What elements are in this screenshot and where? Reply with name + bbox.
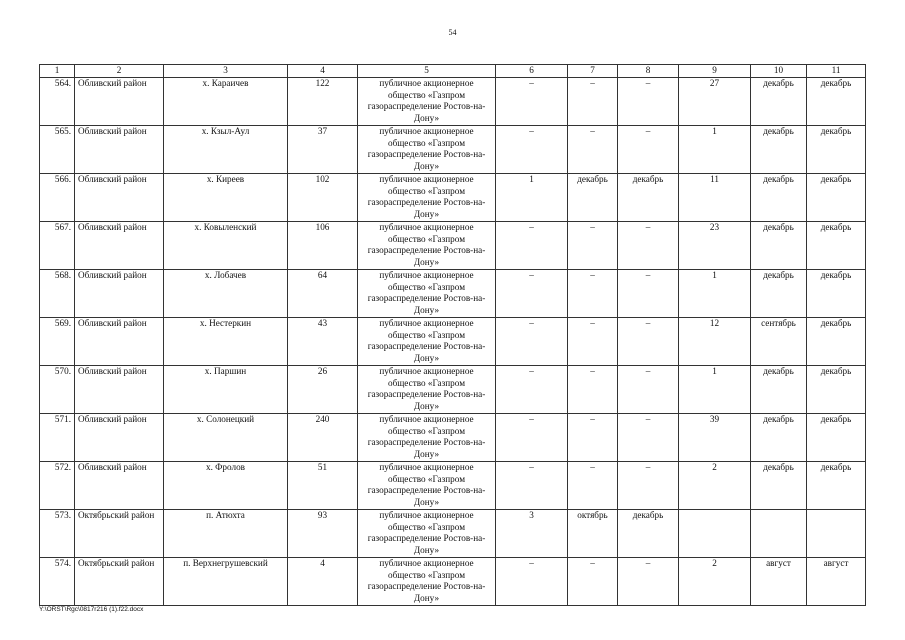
count: 93 [288,510,358,558]
col-10: декабрь [751,78,807,126]
row-number: 572. [40,462,75,510]
col-6: – [496,222,568,270]
col-10: декабрь [751,222,807,270]
col-6: – [496,78,568,126]
table-row [40,510,866,558]
col-8: – [618,222,679,270]
settlement: п. Верхнегрушевский [164,558,288,606]
table-row [40,414,866,462]
district: Октябрьский район [75,510,164,558]
col-9: 2 [679,558,751,606]
district: Обливский район [75,126,164,174]
col-7: – [568,462,618,510]
col-7: – [568,366,618,414]
organization: публичное акционерное общество «Газпром газораспределение Ростов-на-Дону» [358,462,496,510]
row-number: 567. [40,222,75,270]
col-9: 1 [679,270,751,318]
col-9: 1 [679,366,751,414]
col-10: декабрь [751,462,807,510]
col-10: август [751,558,807,606]
count: 122 [288,78,358,126]
district: Обливский район [75,174,164,222]
column-header: 11 [807,65,866,78]
col-9: 11 [679,174,751,222]
col-9: 23 [679,222,751,270]
row-number: 569. [40,318,75,366]
col-7: – [568,414,618,462]
col-11 [807,510,866,558]
col-9: 39 [679,414,751,462]
column-header: 2 [75,65,164,78]
row-number: 564. [40,78,75,126]
col-11: декабрь [807,270,866,318]
organization: публичное акционерное общество «Газпром газораспределение Ростов-на-Дону» [358,78,496,126]
col-6: – [496,558,568,606]
row-number: 570. [40,366,75,414]
district: Обливский район [75,270,164,318]
col-11: декабрь [807,174,866,222]
column-header: 1 [40,65,75,78]
col-7: – [568,558,618,606]
col-8: – [618,462,679,510]
column-number-row [40,65,866,78]
col-6: 1 [496,174,568,222]
table-row [40,222,866,270]
row-number: 566. [40,174,75,222]
district: Октябрьский район [75,558,164,606]
col-7: октябрь [568,510,618,558]
organization: публичное акционерное общество «Газпром газораспределение Ростов-на-Дону» [358,510,496,558]
organization: публичное акционерное общество «Газпром газораспределение Ростов-на-Дону» [358,126,496,174]
col-11: декабрь [807,222,866,270]
page-number: 54 [448,28,457,37]
col-8: декабрь [618,174,679,222]
col-11: декабрь [807,462,866,510]
col-10: декабрь [751,126,807,174]
col-7: – [568,222,618,270]
col-7: – [568,126,618,174]
col-9: 27 [679,78,751,126]
column-header: 8 [618,65,679,78]
organization: публичное акционерное общество «Газпром газораспределение Ростов-на-Дону» [358,222,496,270]
col-7: – [568,270,618,318]
column-header: 6 [496,65,568,78]
count: 102 [288,174,358,222]
settlement: х. Паршин [164,366,288,414]
organization: публичное акционерное общество «Газпром газораспределение Ростов-на-Дону» [358,174,496,222]
col-9: 12 [679,318,751,366]
table-row [40,366,866,414]
col-8: – [618,78,679,126]
settlement: х. Фролов [164,462,288,510]
column-header: 4 [288,65,358,78]
table-row [40,126,866,174]
gasification-table [39,64,866,606]
count: 240 [288,414,358,462]
col-10: декабрь [751,270,807,318]
district: Обливский район [75,78,164,126]
organization: публичное акционерное общество «Газпром газораспределение Ростов-на-Дону» [358,558,496,606]
col-6: – [496,414,568,462]
settlement: х. Солонецкий [164,414,288,462]
settlement: х. Киреев [164,174,288,222]
settlement: х. Караичев [164,78,288,126]
col-6: – [496,126,568,174]
district: Обливский район [75,462,164,510]
column-header: 7 [568,65,618,78]
col-8: – [618,126,679,174]
col-10: декабрь [751,414,807,462]
count: 106 [288,222,358,270]
count: 26 [288,366,358,414]
table-row [40,318,866,366]
district: Обливский район [75,222,164,270]
count: 37 [288,126,358,174]
col-7: декабрь [568,174,618,222]
col-8: декабрь [618,510,679,558]
document-path-footer: Y:\ORST\Rgc\0817r216 (1).f22.docx [39,606,144,613]
column-header: 5 [358,65,496,78]
col-6: 3 [496,510,568,558]
table-row [40,78,866,126]
col-11: декабрь [807,414,866,462]
row-number: 571. [40,414,75,462]
organization: публичное акционерное общество «Газпром газораспределение Ростов-на-Дону» [358,318,496,366]
row-number: 565. [40,126,75,174]
row-number: 568. [40,270,75,318]
table-row [40,270,866,318]
col-11: декабрь [807,126,866,174]
count: 51 [288,462,358,510]
col-10 [751,510,807,558]
settlement: х. Нестеркин [164,318,288,366]
col-8: – [618,414,679,462]
col-6: – [496,366,568,414]
col-8: – [618,366,679,414]
row-number: 573. [40,510,75,558]
col-8: – [618,270,679,318]
col-6: – [496,462,568,510]
table-row [40,558,866,606]
count: 64 [288,270,358,318]
district: Обливский район [75,318,164,366]
col-6: – [496,270,568,318]
col-9: 1 [679,126,751,174]
col-7: – [568,318,618,366]
col-11: август [807,558,866,606]
col-11: декабрь [807,318,866,366]
row-number: 574. [40,558,75,606]
district: Обливский район [75,366,164,414]
organization: публичное акционерное общество «Газпром газораспределение Ростов-на-Дону» [358,414,496,462]
col-10: декабрь [751,366,807,414]
col-8: – [618,318,679,366]
count: 4 [288,558,358,606]
col-7: – [568,78,618,126]
column-header: 3 [164,65,288,78]
organization: публичное акционерное общество «Газпром газораспределение Ростов-на-Дону» [358,366,496,414]
table-row [40,174,866,222]
col-10: сентябрь [751,318,807,366]
settlement: п. Атюхта [164,510,288,558]
col-11: декабрь [807,366,866,414]
col-6: – [496,318,568,366]
column-header: 10 [751,65,807,78]
settlement: х. Лобачев [164,270,288,318]
col-9 [679,510,751,558]
col-11: декабрь [807,78,866,126]
organization: публичное акционерное общество «Газпром газораспределение Ростов-на-Дону» [358,270,496,318]
table-row [40,462,866,510]
column-header: 9 [679,65,751,78]
settlement: х. Кзыл-Аул [164,126,288,174]
district: Обливский район [75,414,164,462]
col-9: 2 [679,462,751,510]
settlement: х. Ковыленский [164,222,288,270]
col-8: – [618,558,679,606]
col-10: декабрь [751,174,807,222]
count: 43 [288,318,358,366]
